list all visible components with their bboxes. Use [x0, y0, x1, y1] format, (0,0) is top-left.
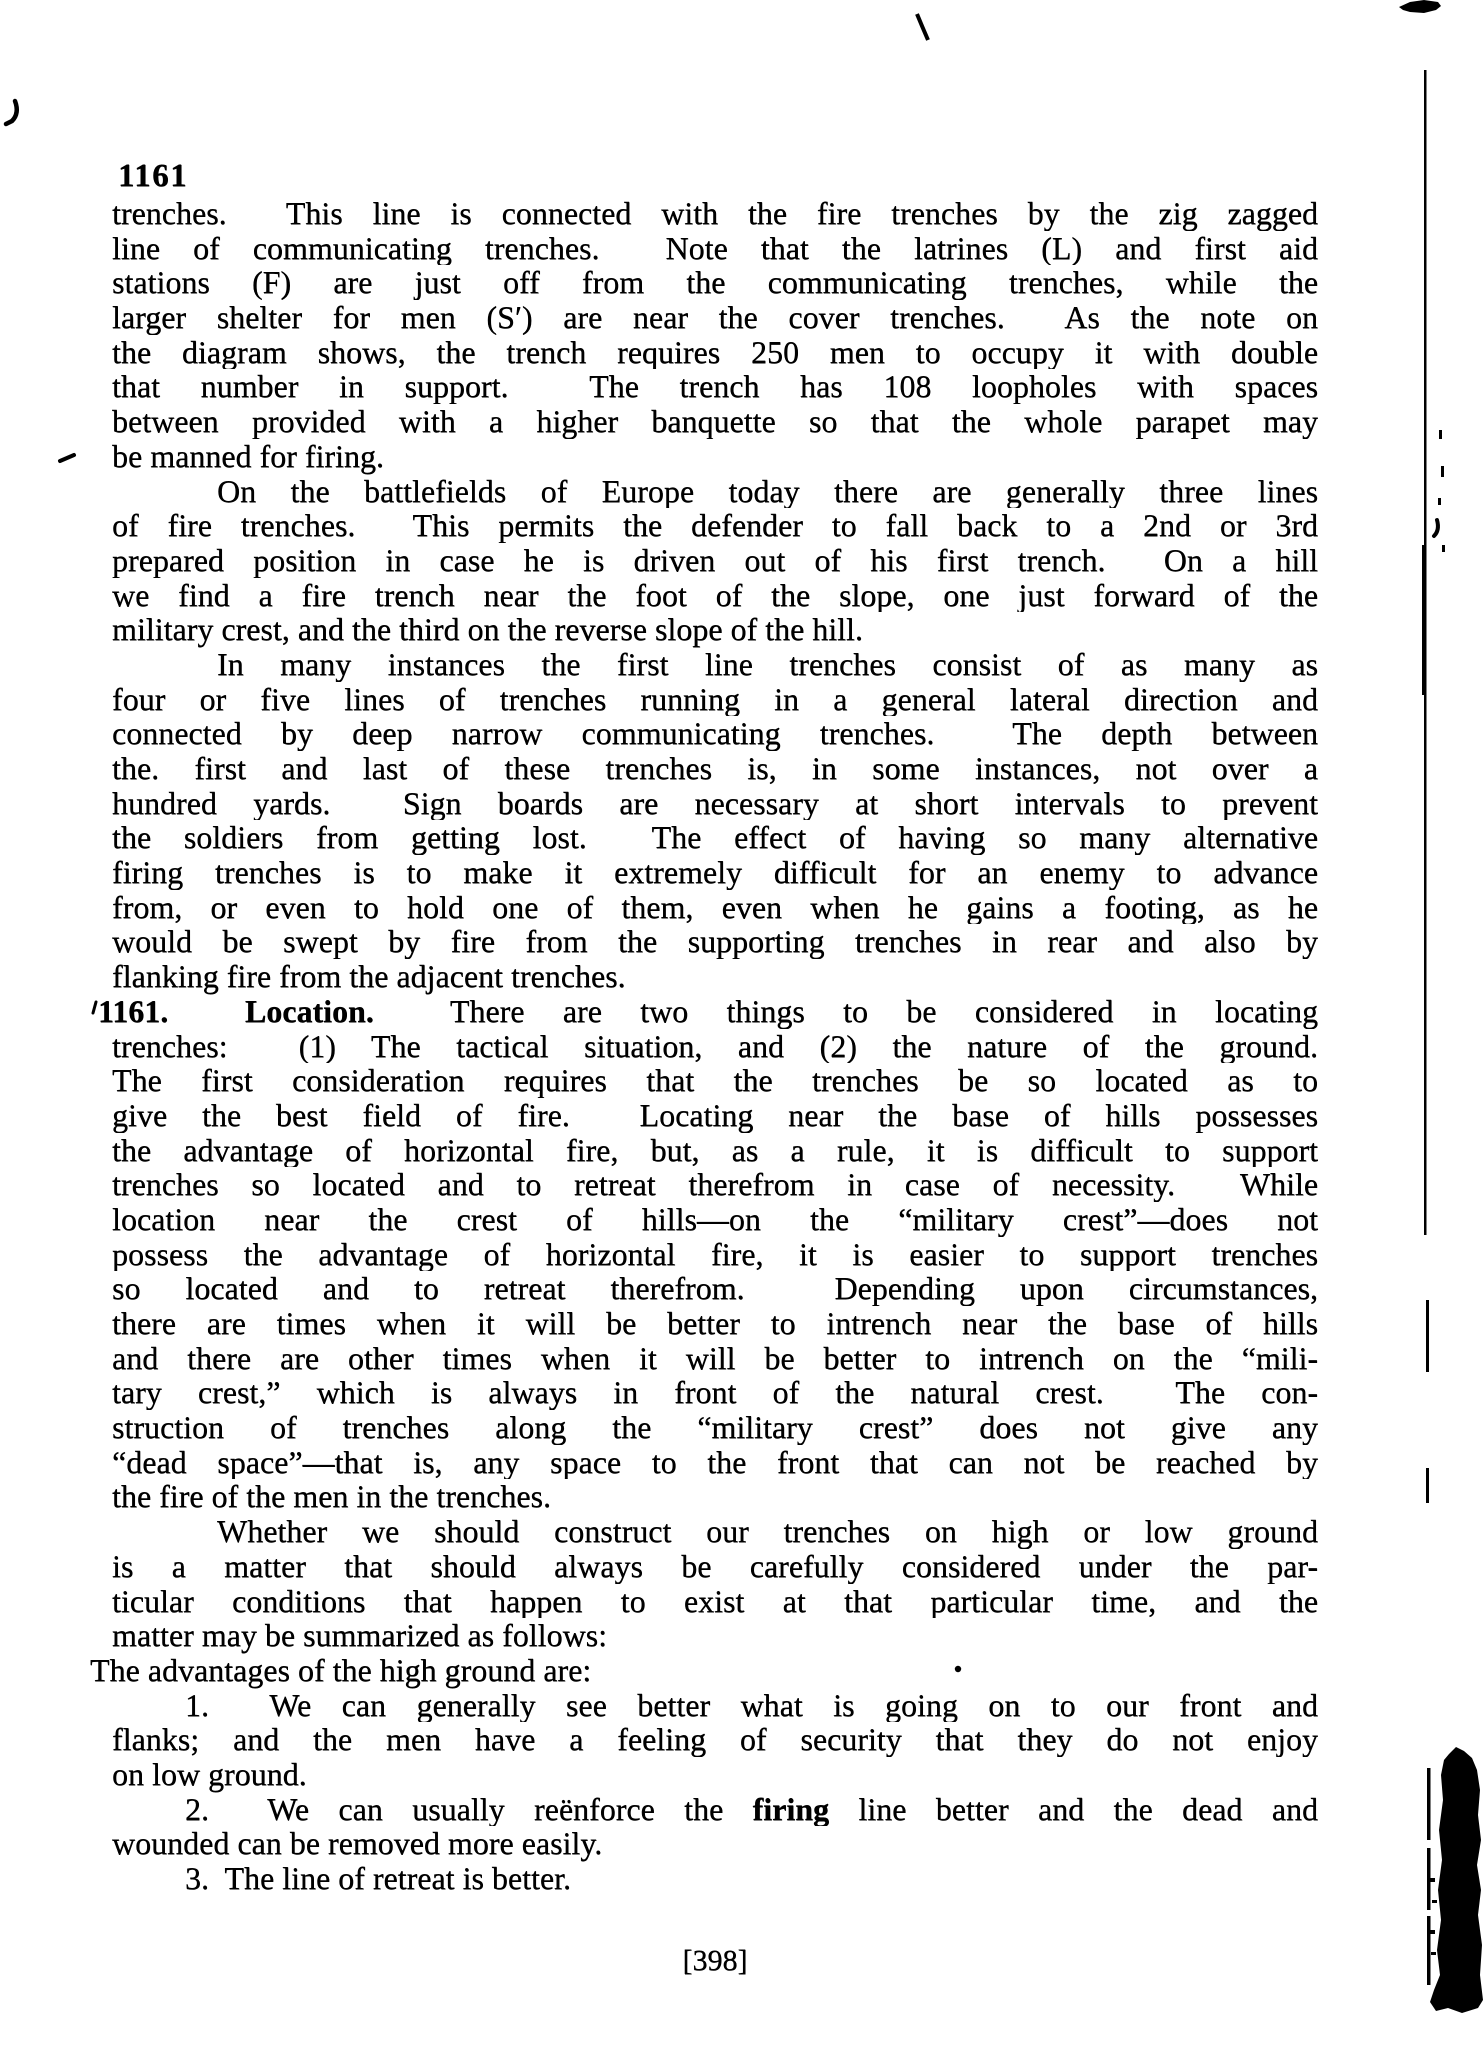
text-line: give the best field of fire. Locating near the base of hills possesses — [112, 1097, 1318, 1133]
scan-speck-5 — [1429, 1878, 1435, 1882]
text-run: 2. We can usually reënforce the — [185, 1791, 753, 1827]
scan-speck-4 — [1442, 545, 1445, 552]
scan-speck-8 — [1431, 1952, 1436, 1955]
scan-speck-3 — [1438, 498, 1441, 505]
para-advantages-heading — [90, 1651, 1318, 1688]
scan-line-right-seg2 — [1426, 1300, 1429, 1372]
text-line: In many instances the first line trenches consist of as many as — [217, 646, 1318, 682]
text-line: prepared position in case he is driven out of his first trench. On a hill — [112, 542, 1318, 578]
text-line: so located and to retreat therefrom. Depending upon circumstances, — [112, 1271, 1318, 1306]
para-high-or-low-ground — [112, 1514, 1318, 1653]
header-page-number: 1161 — [118, 158, 189, 194]
text-line: location near the crest of hills—on the “military crest”—does not — [112, 1201, 1318, 1237]
text-line: we find a fire trench near the foot of the slope, one just forward of the — [112, 577, 1318, 613]
list-item-2 — [112, 1792, 1318, 1861]
text-line: tary crest,” which is always in front of the natural crest. The con- — [112, 1375, 1318, 1411]
scan-speck-7 — [1428, 1930, 1435, 1934]
scan-line-bottom-3 — [1427, 1916, 1431, 1985]
text-line: that number in support. The trench has 108 loopholes with spaces — [112, 369, 1318, 405]
scan-mark-left-hook — [6, 101, 17, 124]
para-battlefields-of-europe — [112, 474, 1318, 647]
scan-speck-1 — [1439, 430, 1442, 439]
text-line: of fire trenches. This permits the defender to fall back to a 2nd or 3rd — [112, 508, 1318, 543]
scan-line-right-thick — [1422, 545, 1427, 695]
text-line: the soldiers from getting lost. The effect of having so many alternative — [112, 820, 1318, 856]
scan-line-right-main — [1424, 70, 1427, 1235]
bold-text-run: firing — [752, 1791, 830, 1827]
text-line: The first consideration requires that the trenches be so located as to — [112, 1063, 1318, 1098]
text-line: would be swept by fire from the supporting trenches in rear and also by — [112, 924, 1318, 960]
scan-speck-2 — [1441, 466, 1444, 477]
text-line: from, or even to hold one of them, even when he gains a footing, as he — [112, 889, 1318, 925]
text-line: On the battlefields of Europe today there are generally three lines — [217, 473, 1318, 509]
text-line: matter may be summarized as follows: — [112, 1617, 607, 1654]
text-line: “dead space”—that is, any space to the front that can not be reached by — [112, 1444, 1318, 1480]
text-line: ticular conditions that happen to exist at that particular time, and the — [112, 1583, 1318, 1619]
scan-mark-left-dash — [60, 455, 74, 461]
bold-text-run: 1161. — [98, 993, 169, 1029]
scan-mark-top-right-blob — [1399, 0, 1441, 13]
text-line: stations (F) are just off from the communicating trenches, while the — [112, 265, 1318, 301]
text-run: line better and the dead and — [829, 1791, 1318, 1827]
text-line: and there are other times when it will be better to intrench on the “mili- — [112, 1340, 1318, 1376]
text-line: military crest, and the third on the reverse slope of the hill. — [112, 611, 863, 648]
text-column — [90, 196, 1318, 1896]
bold-text-run: Location. — [244, 993, 374, 1029]
scan-mark-bottom-right-bar — [1430, 1747, 1483, 2013]
para-first-line-trenches — [112, 647, 1318, 994]
text-run — [168, 994, 245, 1029]
text-line: between provided with a higher banquette so that the whole parapet may — [112, 404, 1318, 439]
text-line: line of communicating trenches. Note that the latrines (L) and first aid — [112, 230, 1318, 266]
para-continuation-trenches — [112, 196, 1318, 474]
text-line: possess the advantage of horizontal fire, it is easier to support trenches — [112, 1236, 1318, 1272]
text-run: There are two things to be considered in locating — [373, 993, 1318, 1029]
text-line: the fire of the men in the trenches. — [112, 1478, 551, 1515]
text-line: trenches: (1) The tactical situation, and (2) the nature of the ground. — [112, 1028, 1318, 1064]
text-line: The advantages of the high ground are: — [90, 1651, 592, 1688]
scan-line-bottom-1 — [1427, 1768, 1431, 1840]
para-1161-location — [98, 993, 1318, 1515]
text-line: hundred yards. Sign boards are necessary at short intervals to prevent — [112, 785, 1318, 821]
text-line: is a matter that should always be carefully considered under the par- — [112, 1548, 1318, 1584]
scan-speck-6 — [1432, 1900, 1437, 1903]
text-line: the. first and last of these trenches is, in some instances, not over a — [112, 751, 1318, 786]
text-line: 3. The line of retreat is better. — [185, 1860, 571, 1896]
text-line: larger shelter for men (S′) are near the cover trenches. As the note on — [112, 300, 1318, 335]
text-line: the diagram shows, the trench requires 250 men to occupy it with double — [112, 334, 1318, 370]
list-item-1 — [112, 1688, 1318, 1792]
text-line: there are times when it will be better to intrench near the base of hills — [112, 1306, 1318, 1341]
text-line: flanks; and the men have a feeling of security that they do not enjoy — [112, 1722, 1318, 1757]
text-line: struction of trenches along the “military crest” does not give any — [112, 1410, 1318, 1445]
text-line: connected by deep narrow communicating trenches. The depth between — [112, 716, 1318, 751]
list-item-3 — [112, 1861, 1318, 1896]
scan-mark-apostrophe — [93, 1002, 96, 1013]
text-line — [98, 994, 1318, 1029]
text-line: the advantage of horizontal fire, but, as a rule, it is difficult to support — [112, 1132, 1318, 1168]
scan-line-right-seg3 — [1426, 1468, 1429, 1503]
text-line: trenches. This line is connected with the fire trenches by the zig zagged — [112, 196, 1318, 231]
footer-page-number: [398] — [682, 1944, 748, 1977]
scan-line-bottom-2 — [1427, 1848, 1431, 1910]
text-line: trenches so located and to retreat therefrom in case of necessity. While — [112, 1167, 1318, 1202]
scan-mark-backslash — [917, 14, 928, 40]
text-line: firing trenches is to make it extremely difficult for an enemy to advance — [112, 855, 1318, 890]
text-line — [185, 1792, 1318, 1827]
text-line: Whether we should construct our trenches on high or low ground — [217, 1514, 1318, 1549]
text-line: four or five lines of trenches running in a general lateral direction and — [112, 681, 1318, 717]
text-line: flanking fire from the adjacent trenches. — [112, 958, 626, 995]
text-line: be manned for firing. — [112, 437, 384, 474]
text-line: wounded can be removed more easily. — [112, 1825, 603, 1862]
text-line: on low ground. — [112, 1755, 307, 1792]
scan-speck-semicolon — [1434, 520, 1438, 536]
text-line: 1. We can generally see better what is going on to our front and — [185, 1687, 1318, 1723]
